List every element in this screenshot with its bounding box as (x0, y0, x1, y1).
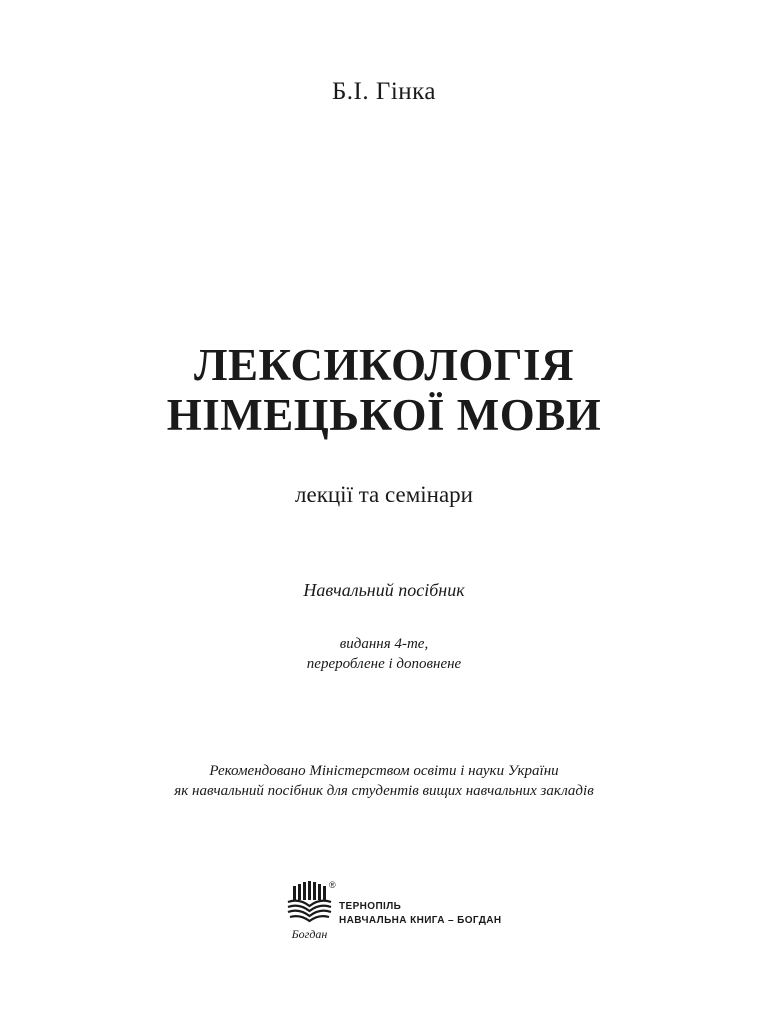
recommendation-line-1: Рекомендовано Міністерством освіти і науки України (209, 763, 559, 779)
book-type: Навчальний посібник (303, 580, 465, 600)
publisher-block (284, 880, 524, 946)
book-title (0, 340, 768, 440)
edition-line-2: перероблене і доповнене (306, 656, 462, 672)
edition-info (0, 634, 768, 674)
publisher-city: ТЕРНОПІЛЬ (339, 901, 402, 912)
logo-script-text: Богдан (291, 927, 328, 941)
edition-line-1: видання 4-те, (339, 636, 429, 652)
recommendation-line-2: як навчальний посібник для студентів вищих навчальних закладів (174, 783, 594, 799)
publisher-text (339, 900, 502, 928)
book-title-line-1: ЛЕКСИКОЛОГІЯ (194, 340, 574, 390)
book-title-line-2: НІМЕЦЬКОЇ МОВИ (166, 390, 602, 440)
book-subtitle: лекції та семінари (295, 482, 473, 507)
author-name: Б.І. Гінка (331, 78, 437, 105)
registered-mark: ® (329, 880, 336, 890)
ministry-recommendation (0, 761, 768, 801)
publisher-name: НАВЧАЛЬНА КНИГА – БОГДАН (339, 915, 502, 926)
